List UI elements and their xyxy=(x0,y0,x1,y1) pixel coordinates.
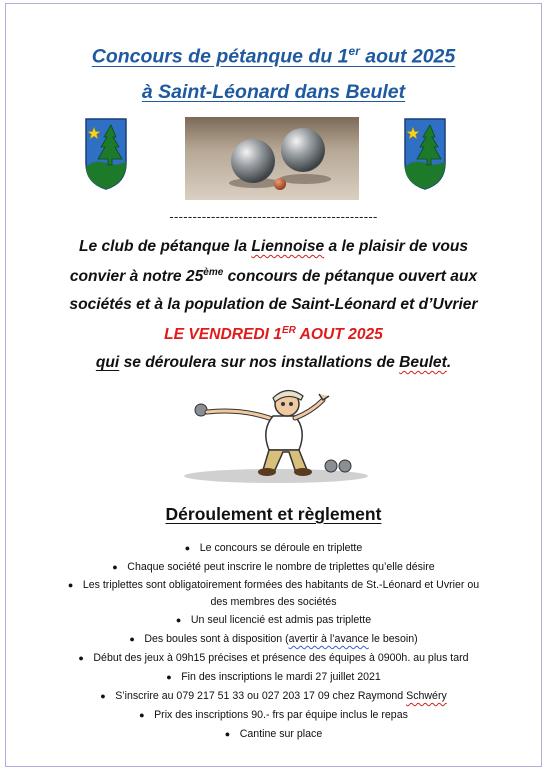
rules-heading: Déroulement et règlement xyxy=(165,504,382,524)
coat-of-arms-right-icon xyxy=(403,117,447,191)
coat-of-arms-left-icon xyxy=(84,117,128,191)
intro-line-1: Le club de pétanque la Liennoise a le plaisir de vous xyxy=(78,238,469,255)
list-item: ● S’inscrire au 079 217 51 33 ou 027 203 17 09 chez Raymond Schwéry xyxy=(100,690,447,702)
title-line-1: Concours de pétanque du 1er aout 2025 xyxy=(91,44,456,68)
intro-line-3: sociétés et à la population de Saint-Léonard et d’Uvrier xyxy=(69,296,478,313)
separator-line: --------------------------------------------- xyxy=(169,209,378,224)
intro-line-2: convier à notre 25ème concours de pétanque ouvert aux xyxy=(69,267,478,286)
list-item: ● Fin des inscriptions le mardi 27 juillet 2021 xyxy=(166,671,381,683)
petanque-boules-photo xyxy=(185,117,359,200)
list-item: ● Prix des inscriptions 90.- frs par équipe inclus le repas xyxy=(139,709,408,721)
flyer-page xyxy=(5,3,542,767)
list-item: ● Début des jeux à 09h15 précises et présence des équipes à 0900h. au plus tard xyxy=(78,652,469,664)
title-line-2: à Saint-Léonard dans Beulet xyxy=(141,81,406,103)
petanque-player-cartoon xyxy=(183,386,369,484)
list-item: ● Le concours se déroule en triplette xyxy=(184,542,363,554)
list-item: ● Les triplettes sont obligatoirement formées des habitants de St.-Léonard et Uvrier ou des membres des sociétés xyxy=(67,579,480,608)
event-date: LE VENDREDI 1ER AOUT 2025 xyxy=(164,325,383,344)
rules-list xyxy=(6,539,541,744)
list-item: ● Cantine sur place xyxy=(224,728,323,740)
list-item: ● Chaque société peut inscrire le nombre de triplettes qu’elle désire xyxy=(112,561,435,573)
intro-line-5: qui se déroulera sur nos installations de Beulet. xyxy=(95,354,452,371)
list-item: ● Un seul licencié est admis pas triplette xyxy=(175,614,372,626)
list-item: ● Des boules sont à disposition (avertir à l’avance le besoin) xyxy=(129,633,418,645)
